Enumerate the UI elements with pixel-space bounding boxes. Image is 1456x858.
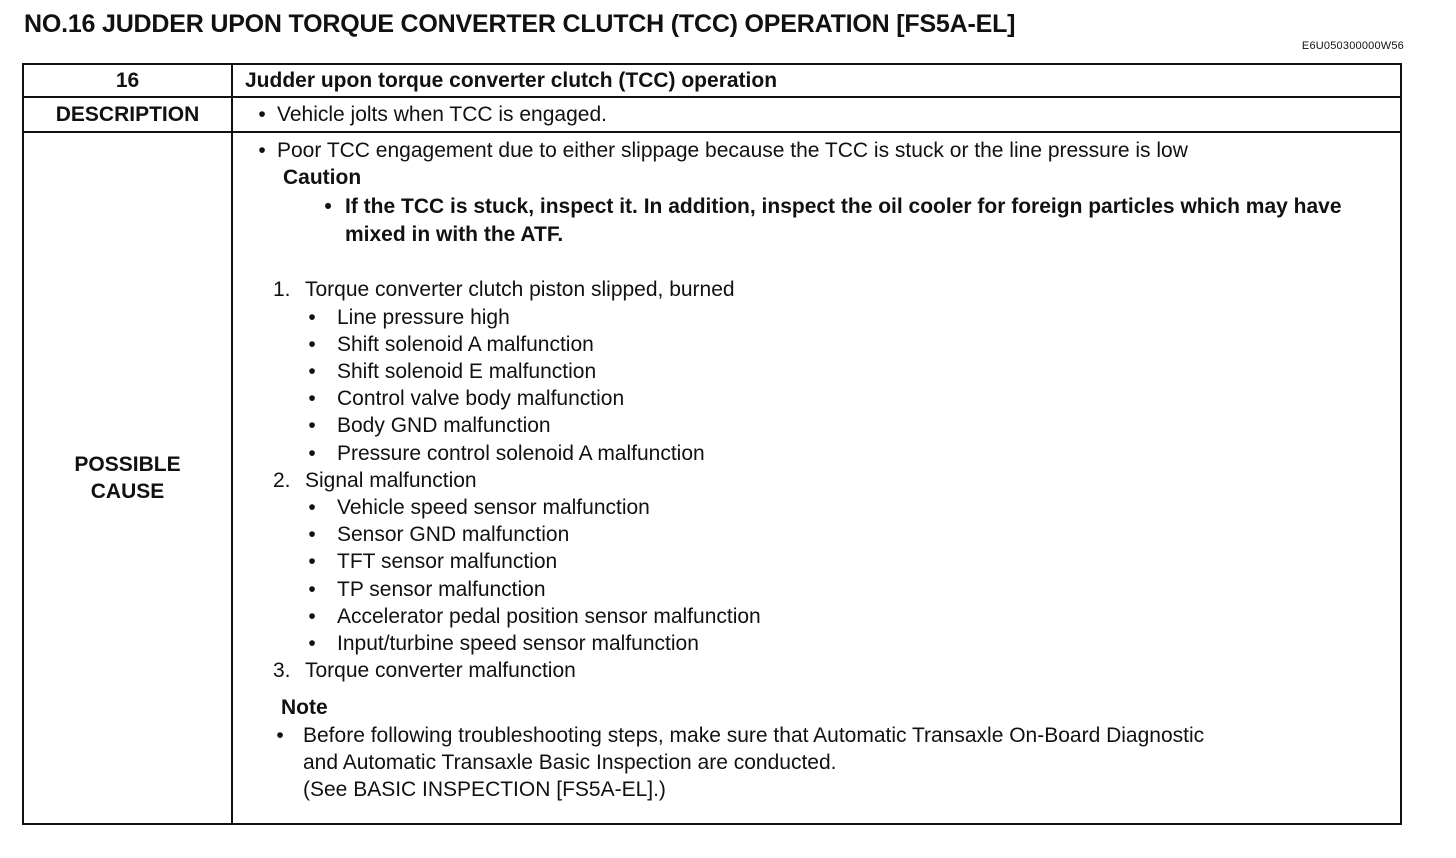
description-row bbox=[23, 97, 1401, 132]
bullet-icon: • bbox=[324, 195, 332, 219]
possible-cause-cell bbox=[232, 132, 1401, 824]
bullet-icon: • bbox=[308, 414, 316, 438]
description-item: • Vehicle jolts when TCC is engaged. bbox=[247, 103, 1390, 127]
list-item: • Accelerator pedal position sensor malfunction bbox=[305, 603, 1390, 630]
description-cell bbox=[232, 97, 1401, 132]
list-item: • Vehicle speed sensor malfunction bbox=[305, 494, 1390, 521]
list-item: • Body GND malfunction bbox=[305, 412, 1390, 439]
document-code: E6U050300000W56 bbox=[1301, 40, 1404, 52]
description-label: DESCRIPTION bbox=[23, 97, 232, 132]
bullet-icon: • bbox=[258, 139, 266, 162]
list-item: • Sensor GND malfunction bbox=[305, 521, 1390, 548]
possible-cause-row bbox=[23, 132, 1401, 824]
list-item: • Shift solenoid A malfunction bbox=[305, 331, 1390, 358]
bullet-icon: • bbox=[308, 305, 316, 329]
symptom-number: 16 bbox=[23, 64, 232, 97]
bullet-icon: • bbox=[308, 387, 316, 411]
page-title: NO.16 JUDDER UPON TORQUE CONVERTER CLUTCH (TCC) OPERATION [FS5A-EL] bbox=[24, 10, 1016, 38]
bullet-icon: • bbox=[308, 441, 316, 465]
cause-group-1: 1. Torque converter clutch piston slipped, burned • Line pressure high • Shift solenoid A malfunction • Shift solenoid E malfunction • Control valve body malfunction • Body GND malfunction • Pressure control solenoid A malfunction bbox=[273, 276, 1390, 466]
caution-title: Caution bbox=[283, 166, 362, 190]
list-item: • TFT sensor malfunction bbox=[305, 548, 1390, 575]
troubleshooting-table bbox=[22, 63, 1402, 825]
symptom-heading: Judder upon torque converter clutch (TCC) operation bbox=[232, 64, 1401, 97]
bullet-icon: • bbox=[308, 360, 316, 384]
bullet-icon: • bbox=[258, 102, 266, 126]
list-item: • Line pressure high bbox=[305, 304, 1390, 331]
note-title: Note bbox=[281, 696, 328, 720]
list-item: • Control valve body malfunction bbox=[305, 385, 1390, 412]
table-header-row bbox=[23, 64, 1401, 97]
list-item: • TP sensor malfunction bbox=[305, 576, 1390, 603]
caution-text: • If the TCC is stuck, inspect it. In addition, inspect the oil cooler for foreign particles which may have mixed in with the ATF. bbox=[311, 193, 1390, 249]
bullet-icon: • bbox=[308, 496, 316, 520]
list-item: • Pressure control solenoid A malfunction bbox=[305, 440, 1390, 467]
bullet-icon: • bbox=[276, 723, 284, 747]
cause-intro: • Poor TCC engagement due to either slippage because the TCC is stuck or the line pressure is low bbox=[247, 137, 1390, 164]
note-text: • Before following troubleshooting steps, make sure that Automatic Transaxle On-Board Diagnostic and Automatic Transaxle Basic Inspection are conducted. (See BASIC INSPECTION [FS5A-EL].) bbox=[273, 722, 1390, 804]
list-item: • Shift solenoid E malfunction bbox=[305, 358, 1390, 385]
bullet-icon: • bbox=[308, 577, 316, 601]
list-item: • Input/turbine speed sensor malfunction bbox=[305, 630, 1390, 657]
basic-inspection-reference: (See BASIC INSPECTION [FS5A-EL].) bbox=[303, 778, 666, 802]
bullet-icon: • bbox=[308, 332, 316, 356]
possible-cause-label: POSSIBLE CAUSE bbox=[23, 132, 232, 824]
bullet-icon: • bbox=[308, 632, 316, 656]
bullet-icon: • bbox=[308, 523, 316, 547]
bullet-icon: • bbox=[308, 550, 316, 574]
cause-group-3: 3. Torque converter malfunction bbox=[273, 659, 576, 683]
bullet-icon: • bbox=[308, 604, 316, 628]
cause-group-2: 2. Signal malfunction • Vehicle speed sensor malfunction • Sensor GND malfunction • TFT sensor malfunction • TP sensor malfunction • Accelerator pedal position sensor malfunction • Input/turbine speed sensor malfunction bbox=[273, 467, 1390, 657]
